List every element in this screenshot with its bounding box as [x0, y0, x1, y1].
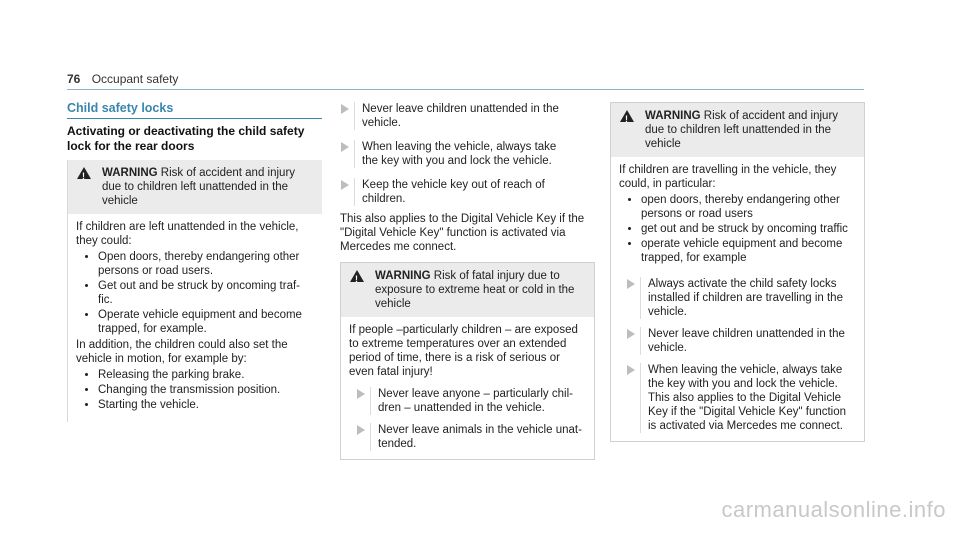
action-step: Never leave anyone – particularly chil-dren – unattended in the vehicle. — [349, 387, 586, 415]
watermark: carmanualsonline.info — [721, 497, 946, 522]
warning-text: Risk of accident and injury due to children left unattended in the vehicle — [645, 110, 839, 150]
digital-key-note: This also applies to the Digital Vehicle Key if the "Digital Vehicle Key" function is activated via Mercedes me connect. — [340, 213, 585, 253]
warning-body — [68, 214, 322, 422]
bullet-list — [76, 250, 314, 336]
list-item: • open doors, thereby endangering other persons or road users — [641, 193, 856, 221]
action-step: Never leave animals in the vehicle unat-tended. — [349, 423, 586, 451]
warning-label: WARNING — [102, 167, 158, 179]
warning-box-2 — [340, 262, 595, 460]
warning-text: Risk of fatal injury due to exposure to extreme heat or cold in the vehicle — [375, 270, 575, 310]
warning-triangle-icon — [77, 167, 91, 179]
arrow-icon — [357, 425, 365, 435]
warning-paragraph: If children are travelling in the vehicle, they could, in particular: — [619, 164, 837, 190]
arrow-icon — [341, 104, 349, 114]
list-item: • Releasing the parking brake. — [98, 368, 314, 382]
page-number: 76 — [67, 72, 81, 86]
section-name: Occupant safety — [91, 72, 179, 86]
header-rule — [67, 89, 864, 90]
arrow-icon — [627, 365, 635, 375]
warning-label: WARNING — [375, 270, 431, 282]
action-step: Keep the vehicle key out of reach of children. — [333, 178, 573, 206]
arrow-icon — [341, 142, 349, 152]
action-step: When leaving the vehicle, always take the key with you and lock the vehicle. This also applies to the Digital Vehicle Key if the "Digital Vehicle Key" function is activated via Mercedes me connect. — [619, 363, 856, 433]
section-title: Child safety locks — [67, 101, 174, 115]
arrow-icon — [627, 329, 635, 339]
warning-header — [68, 160, 322, 214]
subheading: Activating or deactivating the child safety lock for the rear doors — [67, 124, 305, 153]
warning-paragraph: If people –particularly children – are exposed to extreme temperatures over an extended period of time, there is a risk of serious or even fatal injury! — [349, 324, 578, 378]
warning-triangle-icon — [350, 270, 364, 282]
action-step: When leaving the vehicle, always take the key with you and lock the vehicle. — [333, 140, 573, 168]
title-rule — [67, 118, 322, 119]
warning-body — [611, 157, 864, 441]
action-step: Always activate the child safety locks installed if children are travelling in the vehicle. — [619, 277, 856, 319]
page-header — [67, 72, 178, 86]
warning-triangle-icon — [620, 110, 634, 122]
warning-text: Risk of accident and injury due to children left unattended in the vehicle — [102, 167, 296, 207]
action-list — [333, 102, 573, 216]
warning-header — [341, 263, 594, 317]
list-item: • get out and be struck by oncoming traffic — [641, 222, 856, 236]
list-item: • Open doors, thereby endangering other persons or road users. — [98, 250, 314, 278]
warning-label: WARNING — [645, 110, 701, 122]
arrow-icon — [357, 389, 365, 399]
bullet-list — [619, 193, 856, 265]
warning-paragraph: In addition, the children could also set the vehicle in motion, for example by: — [76, 339, 288, 365]
action-step: Never leave children unattended in the vehicle. — [333, 102, 573, 130]
arrow-icon — [341, 180, 349, 190]
action-step: Never leave children unattended in the vehicle. — [619, 327, 856, 355]
warning-box-1 — [67, 160, 322, 422]
arrow-icon — [627, 279, 635, 289]
bullet-list — [76, 368, 314, 412]
list-item: • Get out and be struck by oncoming traf-fic. — [98, 279, 314, 307]
list-item: • Operate vehicle equipment and become trapped, for example. — [98, 308, 314, 336]
warning-header — [611, 103, 864, 157]
warning-paragraph: If children are left unattended in the vehicle, they could: — [76, 221, 299, 247]
warning-box-3 — [610, 102, 865, 442]
list-item: • Changing the transmission position. — [98, 383, 314, 397]
list-item: • Starting the vehicle. — [98, 398, 314, 412]
warning-body — [341, 317, 594, 459]
list-item: • operate vehicle equipment and become trapped, for example — [641, 237, 856, 265]
